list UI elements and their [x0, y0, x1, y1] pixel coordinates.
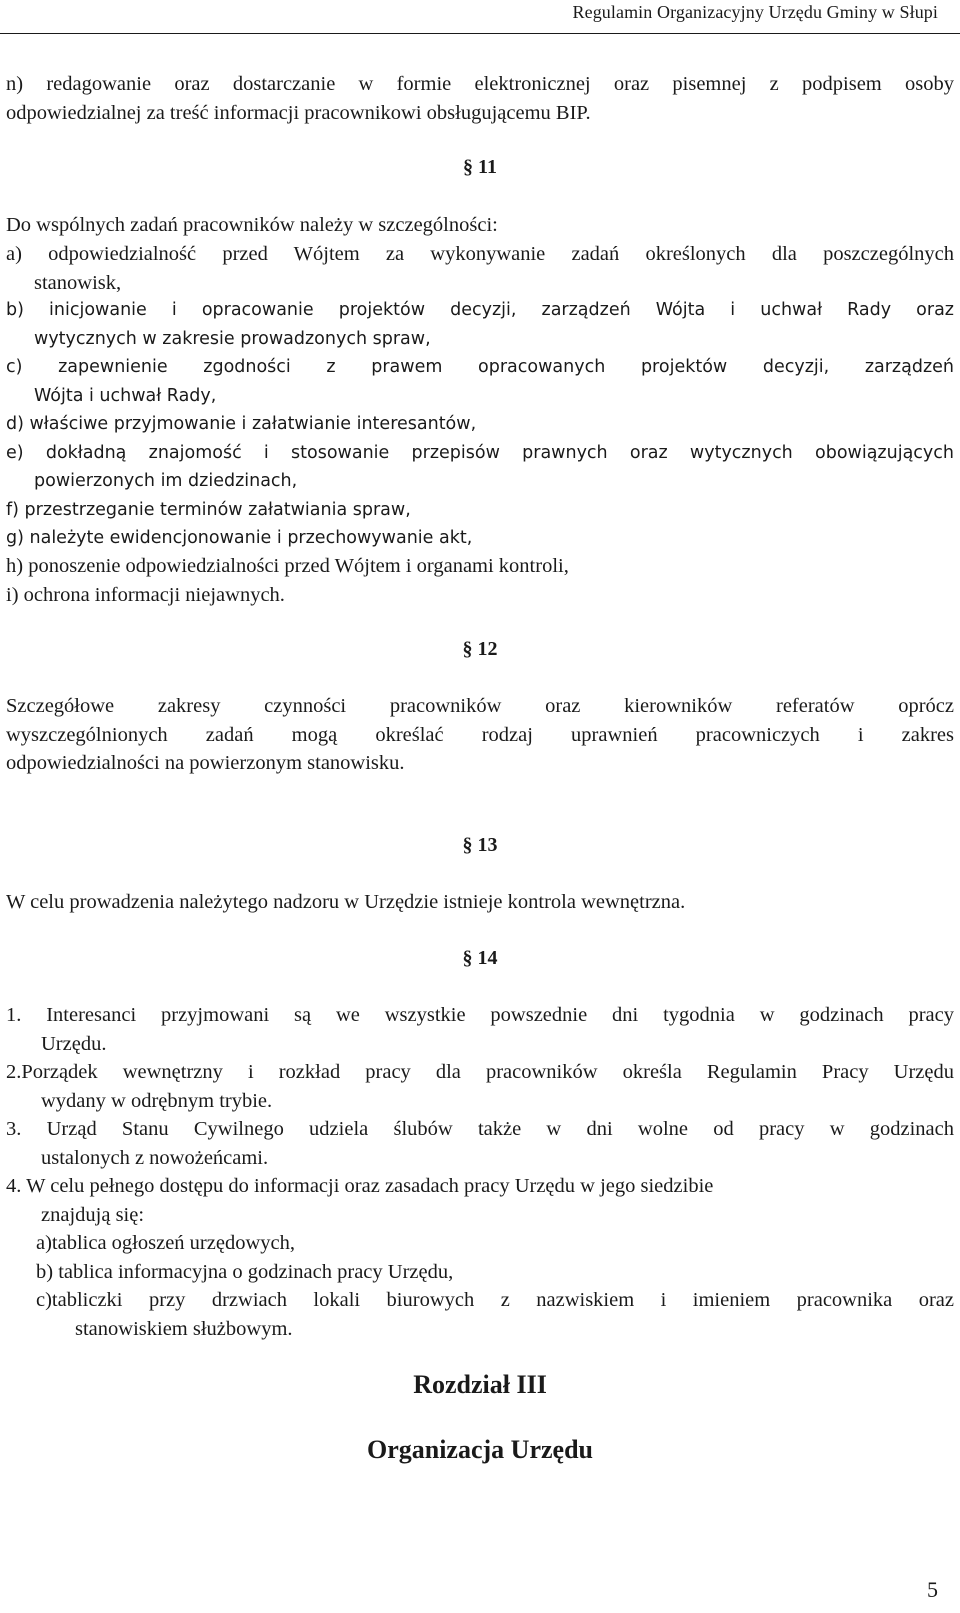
paragraph-14-heading: § 14	[462, 947, 498, 969]
item-a-line2: stanowisk,	[34, 271, 122, 294]
point-4-item-b: b) tablica informacyjna o godzinach pracy Urzędu,	[36, 1260, 454, 1283]
point-4-item-a: a)tablica ogłoszeń urzędowych,	[36, 1232, 295, 1254]
item-b-line2: wytycznych w zakresie prowadzonych spraw,	[34, 328, 431, 349]
point-3-line1: 3. Urząd Stanu Cywilnego udziela ślubów także w dni wolne od pracy w godzinach	[6, 1118, 954, 1140]
item-a-line1: a) odpowiedzialność przed Wójtem za wykonywanie zadań określonych dla poszczególnych	[6, 243, 954, 265]
paragraph-11-intro: Do wspólnych zadań pracowników należy w szczególności:	[6, 214, 498, 236]
point-4-item-c-line1: c)tabliczki przy drzwiach lokali biurowych z nazwiskiem i imieniem pracownika oraz	[36, 1289, 954, 1311]
list-item-n-cont: odpowiedzialnej za treść informacji pracownikowi obsługującemu BIP.	[6, 101, 591, 124]
item-c-line2: Wójta i uchwał Rady,	[34, 385, 217, 406]
paragraph-12-heading: § 12	[462, 638, 498, 660]
paragraph-12-text	[6, 692, 954, 778]
point-4-line1: 4. W celu pełnego dostępu do informacji oraz zasadach pracy Urzędu w jego siedzibie	[6, 1175, 714, 1197]
item-h: h) ponoszenie odpowiedzialności przed Wójtem i organami kontroli,	[6, 555, 569, 577]
paragraph-11-list-sans	[6, 296, 954, 553]
point-3-line2: ustalonych z nowożeńcami.	[41, 1146, 269, 1169]
page-number: 5	[927, 1577, 938, 1602]
paragraph-11-heading: § 11	[463, 156, 497, 178]
paragraph-12-line3: odpowiedzialności na powierzonym stanowisku.	[6, 752, 405, 774]
running-header: Regulamin Organizacyjny Urzędu Gminy w Słupi	[572, 2, 938, 22]
paragraph-12-line1: Szczegółowe zakresy czynności pracowników oraz kierowników referatów oprócz	[6, 695, 954, 717]
item-g: g) należyte ewidencjonowanie i przechowywanie akt,	[6, 528, 473, 548]
chapter-title: Organizacja Urzędu	[366, 1435, 593, 1464]
item-d: d) właściwe przyjmowanie i załatwianie interesantów,	[6, 414, 477, 434]
point-1-line2: Urzędu.	[41, 1032, 107, 1055]
point-1-line1: 1. Interesanci przyjmowani są we wszystkie powszednie dni tygodnia w godzinach pracy	[6, 1004, 954, 1026]
point-2-line1: 2.Porządek wewnętrzny i rozkład pracy dla pracowników określa Regulamin Pracy Urzędu	[6, 1061, 954, 1083]
continuation-block	[6, 70, 954, 127]
item-e-line2: powierzonych im dziedzinach,	[34, 471, 298, 491]
paragraph-14-list	[6, 1001, 954, 1343]
paragraph-13-text: W celu prowadzenia należytego nadzoru w Urzędzie istnieje kontrola wewnętrzna.	[6, 891, 686, 913]
chapter-number: Rozdział III	[413, 1370, 547, 1399]
paragraph-13-heading: § 13	[462, 834, 498, 856]
paragraph-11-list-serif	[6, 552, 954, 609]
list-item-n: n) redagowanie oraz dostarczanie w formie elektronicznej oraz pisemnej z podpisem osoby	[6, 73, 954, 95]
point-4-line2: znajdują się:	[41, 1203, 145, 1226]
point-2-line2: wydany w odrębnym trybie.	[41, 1089, 273, 1112]
paragraph-12-line2: wyszczególnionych zadań mogą określać rodzaj uprawnień pracowniczych i zakres	[6, 723, 954, 746]
paragraph-11-item-a	[6, 240, 954, 297]
item-e-line1: e) dokładną znajomość i stosowanie przepisów prawnych oraz wytycznych obowiązujących	[6, 442, 954, 463]
header-rule	[0, 33, 960, 34]
item-c-line1: c) zapewnienie zgodności z prawem opracowanych projektów decyzji, zarządzeń	[6, 357, 954, 377]
item-b-line1: b) inicjowanie i opracowanie projektów decyzji, zarządzeń Wójta i uchwał Rady oraz	[6, 300, 954, 320]
item-f: f) przestrzeganie terminów załatwiania spraw,	[6, 499, 411, 520]
point-4-item-c-line2: stanowiskiem służbowym.	[75, 1317, 293, 1340]
item-i: i) ochrona informacji niejawnych.	[6, 583, 285, 606]
